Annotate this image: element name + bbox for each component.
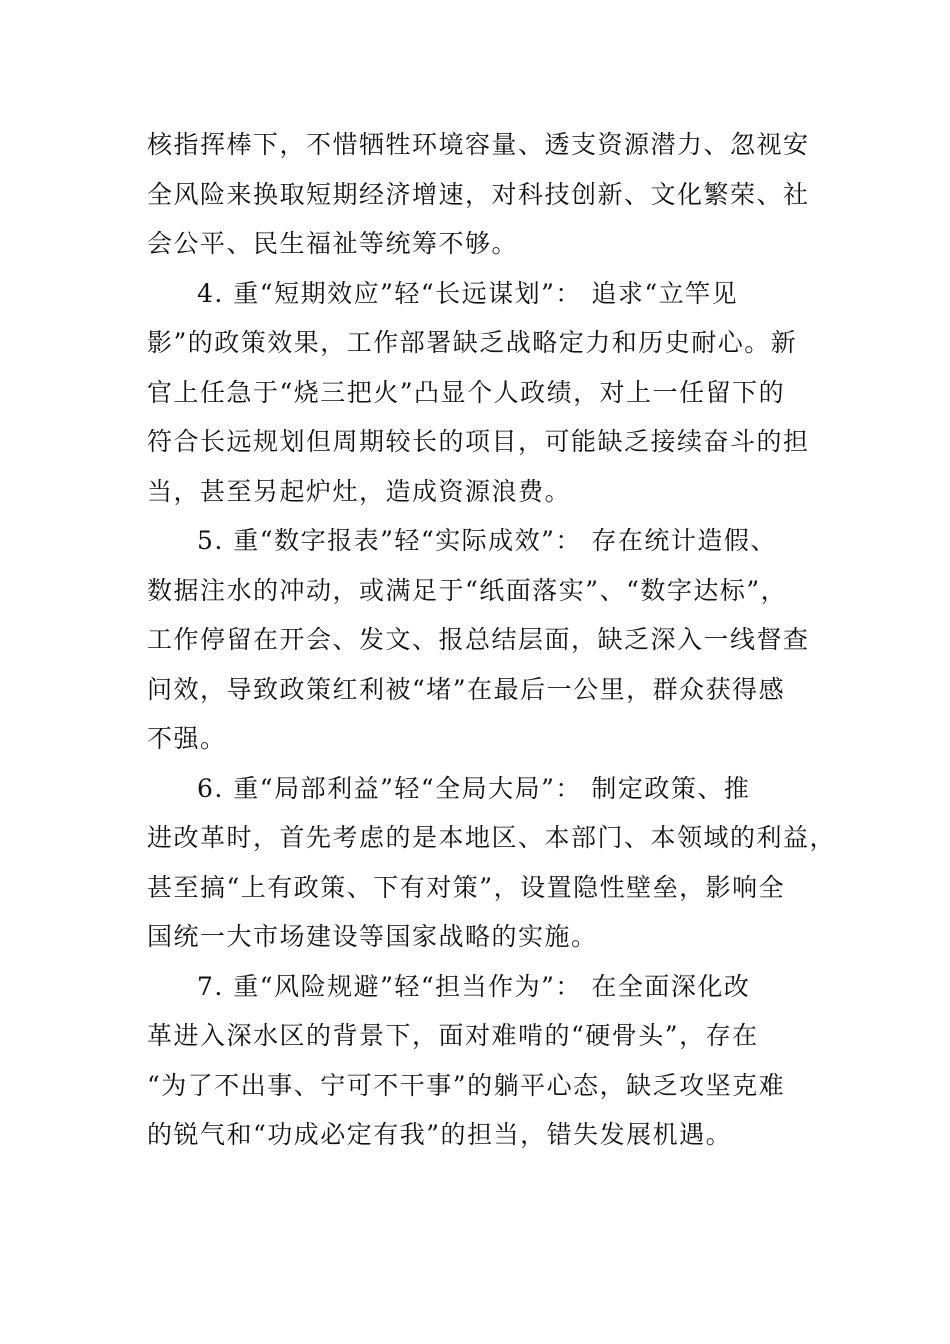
document-body (147, 120, 837, 1160)
text-line: 甚至搞“上有政策、下有对策”，设置隐性壁垒，影响全 (147, 872, 786, 902)
text-line: 符合长远规划但周期较长的项目，可能缺乏接续奋斗的担 (147, 427, 810, 456)
text-line: 核指挥棒下，不惜牺牲环境容量、透支资源潜力、忽视安 (147, 130, 810, 159)
text-line: 工作停留在开会、发文、报总结层面，缺乏深入一线督查 (147, 625, 810, 654)
text-line: 不强。 (147, 724, 227, 753)
text-line: “为了不出事、宁可不干事”的躺平心态，缺乏攻坚克难 (147, 1070, 786, 1100)
text-line: 全风险来换取短期经济增速，对科技创新、文化繁荣、社 (147, 179, 810, 209)
text-line: 数据注水的冲动，或满足于“纸面落实”、“数字达标”， (147, 575, 788, 605)
item-7-heading-line: 7. 重“风险规避”轻“担当作为”： 在全面深化改 (197, 971, 751, 1001)
text-line: 当，甚至另起炉灶，造成资源浪费。 (147, 476, 572, 506)
text-line: 的锐气和“功成必定有我”的担当，错失发展机遇。 (147, 1120, 733, 1149)
text-line: 会公平、民生福祉等统筹不够。 (147, 229, 519, 258)
text-line: 问效，导致政策红利被“堵”在最后一公里，群众获得感 (147, 674, 786, 704)
text-line: 革进入深水区的背景下，面对难啃的“硬骨头”，存在 (147, 1021, 759, 1050)
text-line: 进改革时，首先考虑的是本地区、本部门、本领域的利益， (147, 823, 837, 852)
text-line: 国统一大市场建设等国家战略的实施。 (147, 922, 598, 951)
item-6-heading-line: 6. 重“局部利益”轻“全局大局”： 制定政策、推 (197, 773, 751, 803)
text-line: 官上任急于“烧三把火”凸显个人政绩，对上一任留下的 (147, 377, 786, 407)
item-4-heading-line: 4. 重“短期效应”轻“长远谋划”： 追求“立竿见 (197, 278, 739, 308)
item-5-heading-line: 5. 重“数字报表”轻“实际成效”： 存在统计造假、 (197, 526, 777, 555)
text-line: 影”的政策效果，工作部署缺乏战略定力和历史耐心。新 (147, 328, 798, 357)
